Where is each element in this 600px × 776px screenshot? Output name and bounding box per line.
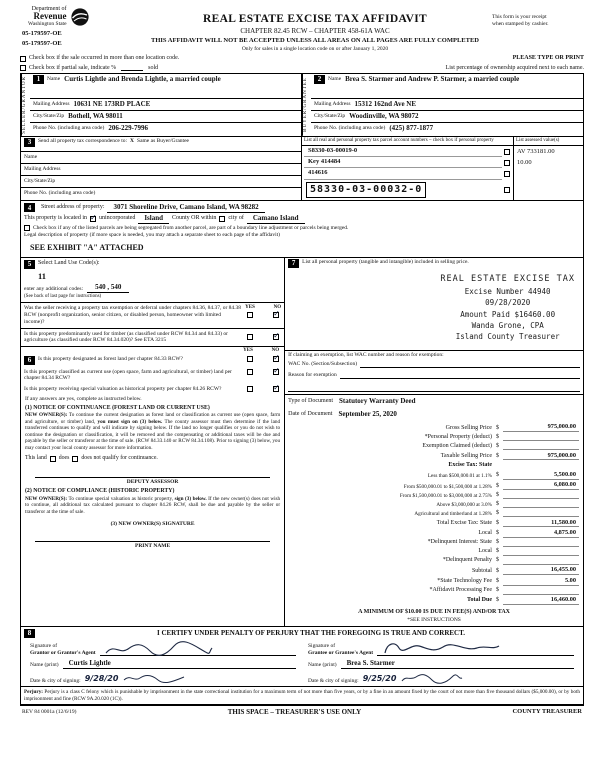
historic-question-row — [21, 384, 284, 395]
parcel-row-3 — [302, 168, 583, 179]
row-taxable-selling-price: Taxable Selling Price $ 975,000.00 — [289, 452, 579, 461]
dollar-icon: $ — [495, 519, 499, 526]
middle-columns — [21, 258, 583, 627]
seller-side-label: SELLER/GRANTOR — [21, 74, 30, 136]
buyer-name-label: Name — [328, 76, 342, 83]
type-of-document-row — [285, 395, 583, 408]
stamp-excise-number: Excise Number 44940 — [464, 287, 551, 297]
row-subtotal: Subtotal $ 16,455.00 — [289, 566, 579, 575]
dor-logo-icon — [70, 7, 90, 27]
money-table — [285, 421, 583, 605]
located-in-label: This property is located in — [24, 214, 87, 221]
city-of-label: city of — [228, 214, 244, 221]
stamp-treasurer-name: Wanda Grone, CPA — [471, 320, 544, 330]
section-6-number: 6 — [24, 356, 35, 365]
row-agricultural: Agricultural and timberland at 1.28% $ — [289, 510, 579, 518]
dollar-icon: $ — [495, 548, 499, 555]
buyer-section — [302, 74, 583, 136]
legal-description-label: Legal description of property (if more space is needed, you may attach a separate sheet to each page of the affidavit) — [24, 232, 280, 239]
grantor-signature-scribble — [104, 641, 214, 657]
row-delinquent-interest-local: Local $ — [289, 548, 579, 556]
grantee-date-label: Date & city of signing: — [308, 677, 359, 684]
timber-no-checkmark: ✓ — [273, 331, 280, 341]
grantor-name-print-label: Name (print) — [30, 662, 59, 669]
parcel-number-2[interactable]: Key 414484 — [304, 157, 502, 168]
exemption-question: Was the seller receiving a property tax exemption or deferral under chapters 84.36, 84.37, or 84.38 RCW (nonprofit organization, senior citizen, or disabled person, homeowner with limited income)? — [24, 304, 242, 325]
perjury-body: Perjury is a class C felony which is punishable by imprisonment in the state correctional institution for a maximum term of not more than five years, or by a fine in an amount fixed by the court of not more than five thousand dollars ($5,000.00), or by both imprisonment and fine (RCW 9A.20.020 (1C)). — [24, 689, 580, 702]
buyer-csz-field — [311, 110, 583, 122]
dollar-icon: $ — [495, 433, 499, 440]
grantee-name-print-label: Name (print) — [308, 662, 337, 669]
does-not-checkbox[interactable] — [72, 456, 78, 462]
grantor-signature-label: Signature of Grantor or Grantor's Agent — [30, 643, 96, 656]
seller-name-value[interactable]: Curtis Lightle and Brenda Lightle, a married couple — [64, 75, 221, 84]
corr-phone-label: Phone No. (including area code) — [24, 189, 96, 196]
notice2-post: If the new owner(s) does not wish to continue, all additional tax calculated pursuant to chapter 84.26 RCW, shall be due and payable by the seller or transferor at the time of sale. — [25, 495, 281, 515]
currentuse-no-checkbox[interactable] — [273, 365, 280, 375]
notice2-body — [25, 496, 280, 516]
stamp-treasurer-title: Island County Treasurer — [455, 332, 560, 342]
section-8-number: 8 — [24, 629, 35, 638]
certification-section — [21, 627, 583, 687]
title-block — [138, 6, 492, 53]
row-local: Local $ 4,875.00 — [289, 529, 579, 538]
forest-no-checkmark: ✓ — [273, 352, 280, 362]
row-state-technology-fee: *State Technology Fee $ 5.00 — [289, 577, 579, 586]
yes-header: YES — [245, 304, 255, 310]
buyer-name-field — [311, 74, 583, 98]
county-or-label: County OR within — [172, 214, 217, 221]
corr-name-field — [21, 151, 301, 163]
new-owner-signature-line[interactable] — [35, 530, 270, 542]
buyer-csz-value[interactable]: Woodinville, WA 98072 — [349, 112, 419, 121]
seller-section — [21, 74, 302, 136]
s6-no-header: NO — [271, 348, 280, 354]
dollar-icon: $ — [495, 578, 499, 585]
currentuse-no-checkmark: ✓ — [273, 365, 280, 375]
does-not-label: does not qualify for continuance. — [81, 455, 158, 462]
forest-yes-checkbox[interactable] — [247, 356, 253, 362]
reason-value-blank[interactable] — [340, 372, 580, 379]
agency-line2: Revenue — [33, 11, 67, 22]
see-instructions-note: *SEE INSTRUCTIONS — [407, 617, 461, 624]
parcel-row-2 — [302, 157, 583, 168]
timber-question-row — [21, 329, 284, 348]
tax-correspondence-section — [21, 137, 302, 200]
forest-question: Is this property designated as forest land per chapter 84.33 RCW? — [38, 355, 183, 362]
row-total-due: Total Due $ 16,460.00 — [289, 596, 579, 605]
form-body — [20, 73, 584, 705]
perjury-lead: Perjury: — [24, 689, 44, 696]
notice1-pre: To continue the current designation as forest land or classification as current use (open space, farm and agriculture, or timber) land, — [25, 412, 281, 425]
historic-no-checkbox[interactable] — [273, 383, 280, 393]
treasurer-space-label: THIS SPACE – TREASURER'S USE ONLY — [227, 708, 362, 717]
segregated-checkbox[interactable] — [24, 225, 30, 231]
parcel-row-4 — [302, 180, 583, 201]
grantee-signature-label: Signature of Grantee or Grantee's Agent — [308, 643, 374, 656]
dollar-icon: $ — [495, 424, 499, 431]
notice1-lead: NEW OWNER(S): — [25, 412, 68, 419]
exemption-yes-checkbox[interactable] — [247, 312, 253, 318]
land-use-code-value[interactable]: 11 — [38, 271, 47, 282]
row-total-excise-state: Total Excise Tax: State $ 11,580.00 — [289, 519, 579, 528]
stamp-date: 09/28/2020 — [485, 298, 531, 308]
seller-mailing-field — [30, 98, 301, 110]
county-treasurer-label: COUNTY TREASURER — [512, 708, 582, 716]
grantee-signature-block — [302, 640, 580, 684]
corr-name-label: Name — [24, 153, 38, 160]
parcel-personal-checkbox-4[interactable] — [504, 187, 510, 193]
buyer-phone-label: Phone No. (including area code) — [314, 125, 386, 132]
seller-phone-field — [30, 122, 301, 134]
seller-csz-value[interactable]: Bothell, WA 98011 — [68, 112, 123, 121]
notice2-pre: To continue special valuation as historic property, — [67, 495, 175, 502]
stamp-title: REAL ESTATE EXCISE TAX — [440, 274, 575, 285]
form-number-1: 05-179597-OE — [22, 29, 62, 37]
dollar-icon: $ — [495, 597, 499, 604]
stamp-amount-paid: Amount Paid $16460.00 — [460, 309, 556, 319]
parcel-row-1 — [302, 146, 583, 157]
dollar-icon: $ — [495, 539, 499, 546]
historic-no-checkmark: ✓ — [273, 383, 280, 393]
send-correspondence-label: Send all property tax correspondence to: — [38, 137, 128, 144]
perjury-note — [21, 687, 583, 704]
page-header — [20, 6, 584, 53]
timber-yes-checkbox[interactable] — [247, 334, 253, 340]
dollar-icon: $ — [495, 472, 499, 479]
dollar-icon: $ — [495, 587, 499, 594]
seller-phone-value[interactable]: 206-229-7996 — [108, 124, 148, 133]
wac-value-blank[interactable] — [360, 361, 580, 368]
see-back-note: (See back of last page for instructions) — [24, 293, 102, 299]
grantor-date-label: Date & city of signing: — [30, 677, 81, 684]
corr-mailing-label: Mailing Address — [24, 165, 61, 172]
currentuse-question-row — [21, 367, 284, 385]
partial-sale-percent-blank[interactable] — [121, 65, 143, 71]
historic-question: Is this property receiving special valuation as historical property per chapter 84.26 RCW? — [24, 386, 222, 393]
only-for-note: Only for sales in a single location code on or after January 1, 2020 — [241, 46, 389, 53]
grantee-city-scribble[interactable] — [400, 672, 464, 684]
timber-no-checkbox[interactable] — [273, 331, 280, 341]
additional-codes-value[interactable]: 540 , 540 — [87, 283, 129, 293]
exemption-intro: If claiming an exemption, list WAC number and reason for exemption: — [288, 352, 444, 359]
dollar-icon: $ — [495, 530, 499, 537]
receipt-note-line2: when stamped by cashier. — [492, 21, 549, 28]
type-of-document-value[interactable]: Statutory Warranty Deed — [339, 397, 416, 406]
s6-yes-header: YES — [243, 348, 253, 354]
buyer-name-value[interactable]: Brea S. Starmer and Andrew P. Starmer, a married couple — [345, 75, 520, 84]
forest-question-row — [21, 352, 284, 367]
unincorporated-label: unincorporated — [99, 214, 136, 221]
if-yes-note: If any answers are yes, complete as instructed below. — [25, 396, 142, 403]
handwritten-parcel-number[interactable]: 58330-03-00032-0 — [306, 182, 426, 199]
corr-csz-field — [21, 175, 301, 187]
corr-phone-field — [21, 187, 301, 199]
agency-line1: Department of — [31, 6, 67, 12]
property-address-section — [21, 201, 583, 258]
assessed-value-2[interactable]: 10.00 — [513, 157, 583, 168]
multi-location-checkbox[interactable] — [20, 56, 26, 62]
section-4-number: 4 — [24, 203, 35, 212]
exemption-no-checkbox[interactable] — [273, 309, 280, 319]
buyer-mailing-field — [311, 98, 583, 110]
agency-name — [28, 6, 67, 28]
seller-name-label: Name — [47, 76, 61, 83]
receipt-note — [492, 6, 584, 28]
land-use-section — [21, 258, 284, 303]
assessed-value-4[interactable] — [513, 180, 583, 201]
buyer-side-label: BUYER/GRANTEE — [302, 74, 311, 136]
certify-statement: I CERTIFY UNDER PENALTY OF PERJURY THAT THE FOREGOING IS TRUE AND CORRECT. — [156, 629, 465, 638]
additional-codes-label: enter any additional codes: — [24, 285, 84, 292]
personal-property-area[interactable] — [285, 269, 583, 351]
city-checkbox[interactable] — [219, 216, 225, 222]
dollar-icon: $ — [495, 452, 499, 459]
buyer-phone-field — [311, 122, 583, 134]
grantor-name-print-value[interactable]: Curtis Lightle — [63, 659, 296, 669]
please-type-note: PLEASE TYPE OR PRINT — [512, 55, 584, 62]
parcel-headers — [302, 137, 583, 146]
exemption-no-checkmark: ✓ — [273, 309, 280, 319]
form-number-2: 05-179597-OE — [22, 39, 62, 47]
continuance-section — [21, 347, 284, 552]
county-name-value[interactable]: Island — [138, 214, 169, 224]
parcel-section — [302, 137, 583, 200]
receipt-note-line1: This form is your receipt — [492, 14, 547, 20]
this-land-label: This land — [25, 455, 47, 462]
agency-line3: Washington State — [28, 20, 67, 27]
notice2-bold: sign (3) below. — [174, 495, 207, 502]
dollar-icon: $ — [495, 482, 499, 489]
seller-phone-label: Phone No. (including area code) — [33, 125, 105, 132]
notice2-lead: NEW OWNER(S): — [25, 495, 68, 502]
form-subtitle: CHAPTER 82.45 RCW – CHAPTER 458-61A WAC — [240, 27, 390, 36]
buyer-csz-label: City/State/Zip — [314, 113, 346, 120]
buyer-mailing-value[interactable]: 15312 162nd Ave NE — [354, 100, 417, 109]
currentuse-question: Is this property classified as current use (open space, farm and agricultural, or timber) land per chapter 84.34 RCW? — [24, 368, 232, 382]
notice1-title: (1) NOTICE OF CONTINUANCE (FOREST LAND OR CURRENT USE) — [25, 405, 210, 412]
agency-block — [20, 6, 138, 48]
parcel-personal-checkbox-1[interactable] — [504, 149, 510, 155]
row-gross-selling-price: Gross Selling Price $ 975,000.00 — [289, 423, 579, 432]
seller-csz-label: City/State/Zip — [33, 113, 65, 120]
seller-csz-field — [30, 110, 301, 122]
minimum-due-note: A MINIMUM OF $10.00 IS DUE IN FEE(S) AND/OR TAX — [358, 608, 510, 615]
row-exemption-claimed: Exemption Claimed (deduct) $ — [289, 443, 579, 451]
grantee-signature-scribble — [381, 639, 501, 657]
row-tier-1: Less than $500,000.01 at 1.1% $ 5,500.00 — [289, 471, 579, 480]
personal-property-header — [285, 258, 583, 269]
row-delinquent-interest-state: *Delinquent Interest: State $ — [289, 539, 579, 547]
street-address-value[interactable]: 3071 Shoreline Drive, Camano Island, WA 98282 — [107, 203, 264, 213]
same-as-x-mark[interactable]: X — [130, 137, 135, 144]
dollar-icon: $ — [495, 442, 499, 449]
parcel-number-1[interactable]: S8330-03-00019-0 — [304, 146, 502, 157]
buyer-mailing-label: Mailing Address — [314, 101, 351, 108]
currentuse-yes-checkbox[interactable] — [247, 369, 253, 375]
exemption-question-row — [21, 303, 284, 329]
same-as-label: Same as Buyer/Grantee — [137, 137, 189, 144]
treasurer-stamp — [440, 273, 575, 342]
date-of-document-value[interactable]: September 25, 2020 — [338, 409, 397, 418]
grantee-date-value[interactable]: 9/25/20 — [362, 674, 397, 684]
personal-property-label: List all personal property (tangible and intangible) included in selling price. — [302, 259, 469, 266]
notice1-body — [25, 412, 280, 451]
section-7-number: 7 — [288, 259, 299, 268]
partial-sale-line — [20, 65, 584, 73]
deputy-assessor-label: DEPUTY ASSESSOR — [126, 478, 179, 485]
unincorporated-checkbox[interactable] — [90, 212, 97, 222]
grantor-signature-block — [24, 640, 302, 684]
form-title: REAL ESTATE EXCISE TAX AFFIDAVIT — [203, 13, 427, 25]
notice3-title: (3) NEW OWNER(S) SIGNATURE — [110, 521, 195, 528]
type-of-document-label: Type of Document — [288, 398, 334, 405]
grantee-name-print-value[interactable]: Brea S. Starmer — [341, 659, 574, 669]
parcel-number-3[interactable]: 414616 — [304, 168, 502, 179]
print-name-label: PRINT NAME — [134, 543, 171, 550]
multi-location-line — [20, 55, 584, 63]
wac-label: WAC No. (Section/Subsection) — [288, 361, 358, 368]
send-correspondence-line — [21, 137, 301, 151]
grantee-signature-field[interactable] — [377, 641, 574, 656]
street-address-label: Street address of property: — [41, 204, 105, 211]
reason-label: Reason for exemption — [288, 372, 337, 379]
notice1-post: The county assessor must then determine if the land transferred continues to qualify and will indicate by signing below. If the land no longer qualifies or you do not wish to continue the designation or classification, it will be removed and the compensating or additional taxes will be due and payable by the seller or transferor at the time of sale. (RCW 84.33.140 or RCW 84.34.108). Prior to signing (3) below, you may contact your local county assessor for more information. — [25, 418, 281, 451]
date-of-document-row — [285, 408, 583, 421]
rev-number: REV 84 0001a (12/6/19) — [22, 709, 77, 716]
row-tier-4: Above $3,000,000 at 3.0% $ — [289, 501, 579, 509]
section-2-number: 2 — [314, 75, 325, 84]
assessed-header-label: List assessed value(s) — [513, 137, 583, 145]
row-personal-property-deduct: *Personal Property (deduct) $ — [289, 434, 579, 442]
date-of-document-label: Date of Document — [288, 411, 333, 418]
seller-mailing-label: Mailing Address — [33, 101, 70, 108]
deputy-assessor-signature-line[interactable] — [35, 466, 270, 478]
tax-correspondence-row — [21, 137, 583, 201]
form-warning: THIS AFFIDAVIT WILL NOT BE ACCEPTED UNLESS ALL AREAS ON ALL PAGES ARE FULLY COMPLETED — [151, 37, 479, 45]
timber-question: Is this property predominantly used for timber (as classified under RCW 84.34 and 84.33) or agriculture (as classified under RCW 84.34.020)? See ETA 3215 — [24, 330, 228, 344]
section-3-number: 3 — [24, 138, 35, 147]
parcel-personal-checkbox-3[interactable] — [504, 171, 510, 177]
dollar-icon: $ — [495, 557, 499, 564]
legal-description-value[interactable]: SEE EXHIBIT "A" ATTACHED — [30, 243, 144, 253]
grantor-city-scribble[interactable] — [122, 672, 186, 684]
excise-tax-section — [285, 258, 583, 626]
continuance-qualify-line — [21, 452, 284, 463]
seller-name-field — [30, 74, 301, 98]
notice2-title: (2) NOTICE OF COMPLIANCE (HISTORIC PROPERTY) — [25, 488, 175, 495]
row-excise-tax-header: Excise Tax: State — [448, 461, 492, 468]
seller-mailing-value[interactable]: 10631 NE 173RD PLACE — [73, 100, 151, 109]
percent-ownership-note: List percentage of ownership acquired next to each name. — [445, 64, 584, 71]
left-column — [21, 258, 285, 626]
historic-yes-checkbox[interactable] — [247, 386, 253, 392]
row-tier-2: From $500,000.01 to $1,500,000 at 1.28% $ 6,080.00 — [289, 481, 579, 490]
assessed-value-1[interactable]: AV 733181.00 — [513, 146, 583, 157]
segregated-label: Check box if any of the listed parcels are being segregated from another parcel, are part of a boundary line adjustment or parcels being merged. — [33, 224, 349, 231]
notice1-bold: you must sign on (3) below. — [97, 418, 163, 425]
section-5-number: 5 — [24, 260, 35, 269]
city-name-value[interactable]: Camano Island — [247, 214, 305, 224]
land-use-label: Select Land Use Code(s): — [38, 260, 100, 267]
exemption-area — [285, 351, 583, 395]
seller-buyer-row — [21, 74, 583, 137]
multi-location-label: Check box if the sale occurred in more than one location code. — [29, 55, 180, 62]
dollar-icon: $ — [495, 491, 499, 498]
dollar-icon: $ — [495, 509, 499, 516]
buyer-phone-value[interactable]: (425) 877-1877 — [389, 124, 434, 133]
unincorporated-checkmark: ✓ — [90, 212, 97, 222]
section-1-number: 1 — [33, 75, 44, 84]
parcel-header-label: List all real and personal property tax parcel account numbers – check box if personal property — [304, 137, 494, 143]
row-delinquent-penalty: *Delinquent Penalty $ — [289, 557, 579, 565]
grantor-date-value[interactable]: 9/28/20 — [84, 674, 119, 684]
dollar-icon: $ — [495, 500, 499, 507]
grantor-signature-field[interactable] — [100, 641, 296, 656]
partial-sale-checkbox[interactable] — [20, 65, 26, 71]
assessed-value-3[interactable] — [513, 168, 583, 179]
no-header: NO — [273, 304, 282, 310]
parcel-personal-checkbox-2[interactable] — [504, 160, 510, 166]
row-tier-3: From $1,500,000.01 to $3,000,000 at 2.75% $ — [289, 492, 579, 500]
does-checkbox[interactable] — [50, 456, 56, 462]
forest-no-checkbox[interactable] — [273, 352, 280, 362]
dollar-icon: $ — [495, 567, 499, 574]
partial-sale-label-post: sold — [148, 64, 159, 71]
corr-mailing-field — [21, 163, 301, 175]
partial-sale-label-pre: Check box if partial sale, indicate % — [29, 64, 117, 71]
corr-csz-label: City/State/Zip — [24, 177, 56, 184]
reason-value-blank-2[interactable] — [288, 385, 580, 392]
row-affidavit-processing-fee: *Affidavit Processing Fee $ — [289, 587, 579, 595]
page-footer — [20, 705, 584, 717]
does-label: does — [58, 455, 70, 462]
